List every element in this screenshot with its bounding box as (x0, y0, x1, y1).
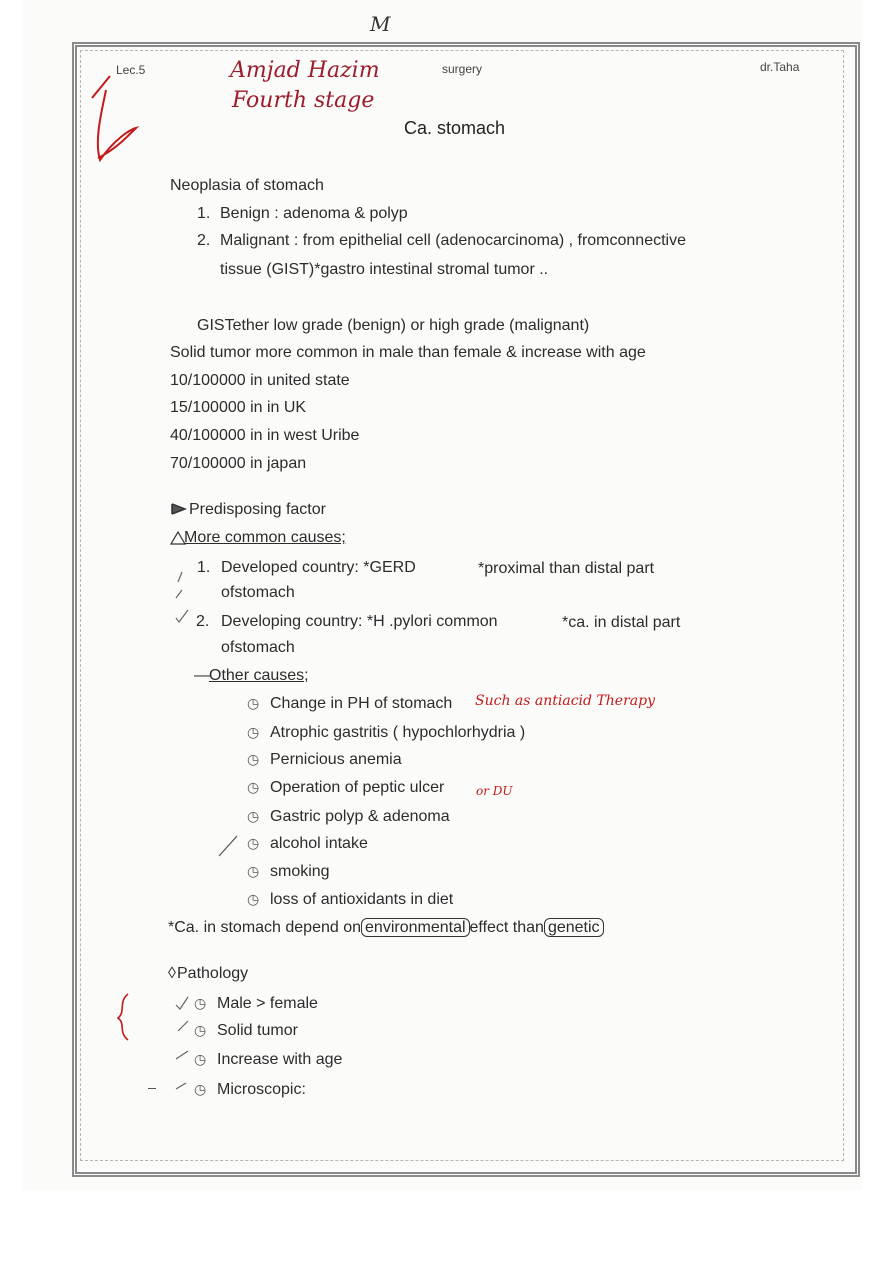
clock-icon: ◷ (194, 1022, 207, 1038)
other-cause-antioxidants: loss of antioxidants in diet (270, 891, 454, 908)
other-cause-alcohol: alcohol intake (270, 835, 368, 852)
handwritten-brace (114, 990, 134, 1044)
pencil-tick-marks (174, 993, 194, 1103)
stat-line: 10/100000 in united state (170, 372, 350, 389)
top-mark: M (370, 12, 391, 36)
clock-icon: ◷ (194, 1051, 207, 1067)
clock-icon: ◷ (247, 863, 260, 879)
common-cause-developing: Developing country: *H .pylori common (221, 613, 498, 630)
student-name: Amjad Hazim (230, 58, 380, 83)
common-cause-note: *proximal than distal part (478, 560, 655, 577)
clock-icon: ◷ (247, 751, 260, 767)
list-item-malignant: Malignant : from epithelial cell (adenocarcinoma) , fromconnective (220, 232, 686, 249)
pencil-tick-marks (174, 562, 198, 624)
stat-line: 70/100000 in japan (170, 455, 307, 472)
pencil-tick-mark (217, 834, 241, 860)
handwritten-note: Such as antiacid Therapy (475, 693, 655, 709)
list-item-malignant-cont: tissue (GIST)*gastro intestinal stromal tumor .. (220, 261, 549, 278)
clock-icon: ◷ (247, 835, 260, 851)
subheading-common-causes: More common causes; (184, 529, 346, 546)
other-cause-anemia: Pernicious anemia (270, 751, 402, 768)
page-title: Ca. stomach (404, 118, 506, 138)
list-item-benign: Benign : adenoma & polyp (220, 205, 408, 222)
handwritten-note: or DU (476, 784, 513, 798)
stat-line: 40/100000 in in west Uribe (170, 427, 360, 444)
doctor-label: dr.Taha (760, 60, 800, 74)
subject-label: surgery (442, 62, 483, 76)
list-number: 1. (197, 205, 211, 222)
student-stage: Fourth stage (232, 88, 375, 113)
section-heading-pathology: Pathology (177, 965, 249, 982)
other-cause-smoking: smoking (270, 863, 330, 880)
clock-icon: ◷ (247, 724, 260, 740)
clock-icon: ◷ (194, 995, 207, 1011)
pathology-item: Increase with age (217, 1051, 343, 1068)
clock-icon: ◷ (247, 695, 260, 711)
other-cause-polyp: Gastric polyp & adenoma (270, 808, 450, 825)
dash-marker: — (194, 667, 210, 684)
section-heading-neoplasia: Neoplasia of stomach (170, 177, 324, 194)
boxed-genetic: genetic (544, 918, 604, 937)
lecture-label: Lec.5 (116, 63, 146, 77)
clock-icon: ◷ (247, 891, 260, 907)
common-cause-developed: Developed country: *GERD (221, 559, 416, 576)
list-number: 2. (197, 232, 211, 249)
list-number: 2. (196, 613, 210, 630)
other-cause-ph: Change in PH of stomach (270, 695, 453, 712)
flag-arrow-icon (171, 503, 187, 515)
clock-icon: ◷ (247, 808, 260, 824)
solid-tumor-line: Solid tumor more common in male than female & increase with age (170, 344, 646, 361)
diamond-icon: ◊ (168, 965, 176, 982)
other-cause-gastritis: Atrophic gastritis ( hypochlorhydria ) (270, 724, 526, 741)
depend-pre: *Ca. in stomach depend on (168, 919, 362, 936)
common-cause-cont: ofstomach (221, 584, 295, 601)
pathology-item: Solid tumor (217, 1022, 298, 1039)
subheading-other-causes: Other causes; (209, 667, 309, 684)
common-cause-note: *ca. in distal part (562, 614, 681, 631)
dash-mark (148, 1088, 156, 1089)
handwritten-check-mark (84, 60, 144, 170)
depend-statement (168, 919, 604, 937)
boxed-environmental: environmental (361, 918, 470, 937)
common-cause-cont: ofstomach (221, 639, 295, 656)
clock-icon: ◷ (247, 779, 260, 795)
pathology-item: Male > female (217, 995, 318, 1012)
pathology-item: Microscopic: (217, 1081, 306, 1098)
section-heading-predisposing: Predisposing factor (189, 501, 326, 518)
stat-line: 15/100000 in in UK (170, 399, 307, 416)
gist-grade-line: GISTether low grade (benign) or high grade (malignant) (197, 317, 590, 334)
clock-icon: ◷ (194, 1081, 207, 1097)
other-cause-peptic-ulcer: Operation of peptic ulcer (270, 779, 445, 796)
list-number: 1. (197, 559, 211, 576)
depend-mid: effect than (469, 919, 544, 936)
